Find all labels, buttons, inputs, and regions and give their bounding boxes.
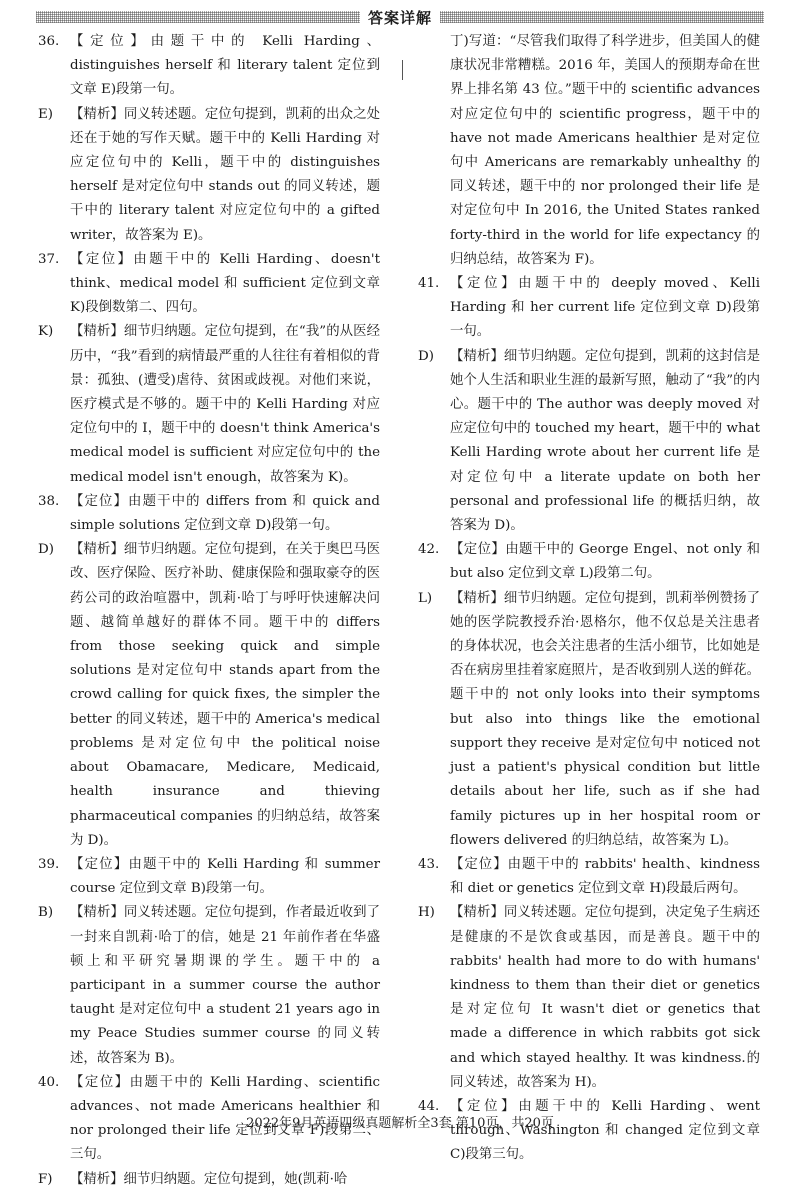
answer-letter: F) xyxy=(38,1171,53,1187)
question-number: 44. xyxy=(418,1098,440,1114)
entry-text: 【定位】由题干中的 Kelli Harding、went through、Washington 和 changed 定位到文章 C)段第三句。 xyxy=(450,1098,760,1163)
question-number: 43. xyxy=(418,856,440,872)
entry-text: 【精析】同义转述题。定位句提到，凯莉的出众之处还在于她的写作天赋。题干中的 Kelli Harding 对应定位句中的 Kelli，题干中的 distinguishes herself 是对定位句中 stands out 的同义转述，题干中的 literary talent 对应定位句中的 a gifted writer，故答案为 E)。 xyxy=(70,106,380,243)
answer-entry xyxy=(38,538,380,853)
page-footer: 2022年9月英语四级真题解析全3套 第10页，共20页 xyxy=(246,1116,554,1131)
answer-letter: K) xyxy=(38,324,54,340)
question-number: 37. xyxy=(38,251,60,267)
entry-text: 【定位】由题干中的 Kelli Harding、scientific advances、not made Americans healthier 和 nor prolonged their life 定位到文章 F)段第二、三句。 xyxy=(70,1074,380,1163)
entry-text: 【精析】同义转述题。定位句提到，作者最近收到了一封来自凯莉·哈丁的信，她是 21 年前作者在华盛顿上和平研究暑期课的学生。题干中的 a participant in a summer course the author taught 是对定位句中 a student 21 years ago in my Peace Studies summer course 的同义转述，故答案为 B)。 xyxy=(70,905,380,1066)
answer-letter: D) xyxy=(38,542,54,558)
page-header xyxy=(36,6,764,28)
entry-text: 【定位】由题干中的 George Engel、not only 和 but also 定位到文章 L)段第二句。 xyxy=(450,542,760,582)
entry-text: 【定位】由题干中的 rabbits' health、kindness 和 diet or genetics 定位到文章 H)段最后两句。 xyxy=(450,856,760,897)
entry-text: 【精析】细节归纳题。定位句提到，凯莉举例赞扬了她的医学院教授乔治·恩格尔，他不仅总是关注患者的身体状况，也会关注患者的生活小细节，比如她是否在病房里挂着家庭照片，是否收到别人送的鲜花。题干中的 not only looks into their symptoms but also into things like the emotional support they receive 是对定位句中 noticed not just a patient's physical condition but little details about her life, such as if she had family pictures up in her hospital room or flowers delivered 的归纳总结，故答案为 L)。 xyxy=(450,590,760,848)
question-number: 41. xyxy=(418,276,440,292)
answer-entry xyxy=(38,490,380,538)
answer-entry xyxy=(38,320,380,489)
answer-entry xyxy=(38,853,380,901)
answer-entry xyxy=(418,1095,760,1168)
answer-entry-continued xyxy=(418,30,760,272)
question-number: 42. xyxy=(418,542,440,558)
entry-text: 【精析】细节归纳题。定位句提到，在关于奥巴马医改、医疗保险、医疗补助、健康保险和强取豪夺的医药公司的政治喧嚣中，凯莉·哈丁与呼吁快速解决问题、越简单越好的群体不同。题干中的 differs from those seeking quick and simple solutions 是对定位句中 stands apart from the crowd calling for quick fixes, the simpler the better 的同义转述，题干中的 America's medical problems 是对定位句中 the political noise about Obamacare, Medicare, Medicaid, health insurance and thieving pharmaceutical companies 的归纳总结，故答案为 D)。 xyxy=(70,542,380,848)
answer-letter: E) xyxy=(38,106,53,122)
entry-text: 【定位】由题干中的 Kelli Harding 和 summer course 定位到文章 B)段第一句。 xyxy=(70,856,380,897)
answer-letter: H) xyxy=(418,905,435,921)
question-number: 40. xyxy=(38,1074,60,1090)
answer-entry xyxy=(418,538,760,586)
column-divider xyxy=(402,60,403,80)
answer-letter: D) xyxy=(418,348,434,364)
entry-text: 【定位】由题干中的 deeply moved、Kelli Harding 和 her current life 定位到文章 D)段第一句。 xyxy=(450,276,760,340)
question-number: 36. xyxy=(38,34,60,49)
left-column xyxy=(38,30,380,1192)
answer-entry xyxy=(38,30,380,103)
entry-text: 【精析】细节归纳题。定位句提到，她(凯莉·哈 xyxy=(70,1171,348,1187)
answer-letter: L) xyxy=(418,590,433,606)
answer-entry xyxy=(418,853,760,901)
entry-text: 【定位】由题干中的 differs from 和 quick and simple solutions 定位到文章 D)段第一句。 xyxy=(70,493,380,534)
answer-entry xyxy=(38,901,380,1070)
entry-text: 【定位】由题干中的 Kelli Harding、distinguishes herself 和 literary talent 定位到文章 E)段第一句。 xyxy=(70,34,380,98)
entry-text: 【精析】细节归纳题。定位句提到，凯莉的这封信是她个人生活和职业生涯的最新写照，触动了“我”的内心。题干中的 The author was deeply moved 对应定位句中的 touched my heart，题干中的 what Kelli Harding wrote about her current life 是对定位句中 a literate update on both her personal and professional life 的概括归纳，故答案为 D)。 xyxy=(450,348,760,534)
right-column xyxy=(418,30,760,1168)
answer-entry xyxy=(38,103,380,248)
header-bar-left xyxy=(36,11,360,23)
header-title: 答案详解 xyxy=(368,8,433,27)
answer-entry xyxy=(418,901,760,1095)
header-bar-right xyxy=(440,11,764,23)
entry-text: 【精析】同义转述题。定位句提到，决定兔子生病还是健康的不是饮食或基因，而是善良。题干中的 rabbits' health had more to do with humans' kindness to them than their diet or genetics 是对定位句 It wasn't diet or genetics that made a difference in which rabbits got sick and which stayed healthy. It was kindness.的同义转述，故答案为 H)。 xyxy=(450,905,760,1090)
question-number: 39. xyxy=(38,856,60,872)
answer-entry xyxy=(38,248,380,321)
entry-text: 【定位】由题干中的 Kelli Harding、doesn't think、medical model 和 sufficient 定位到文章 K)段倒数第二、四句。 xyxy=(70,251,380,316)
entry-text: 丁)写道：“尽管我们取得了科学进步，但美国人的健康状况非常糟糕。2016 年，美国人的预期寿命在世界上排名第 43 位。”题干中的 scientific advances 对应定位句中的 scientific progress，题干中的 have not made Americans healthier 是对定位句中 Americans are remarkably unhealthy 的同义转述，题干中的 nor prolonged their life 是对定位句中 In 2016, the United States ranked forty-third in the world for life expectancy 的归纳总结，故答案为 F)。 xyxy=(450,34,760,267)
answer-entry xyxy=(418,345,760,539)
entry-text: 【精析】细节归纳题。定位句提到，在“我”的从医经历中，“我”看到的病情最严重的人往往有着相似的背景：孤独、(遭受)虐待、贫困或歧视。对他们来说，医疗模式是不够的。题干中的 Kelli Harding 对应定位句中的 I，题干中的 doesn't think America's medical model is sufficient 对应定位句中的 the medical model isn't enough，故答案为 K)。 xyxy=(70,324,380,485)
question-number: 38. xyxy=(38,493,60,509)
answer-entry xyxy=(418,272,760,345)
answer-entry xyxy=(418,587,760,853)
answer-entry xyxy=(38,1168,380,1192)
answer-letter: B) xyxy=(38,905,54,921)
